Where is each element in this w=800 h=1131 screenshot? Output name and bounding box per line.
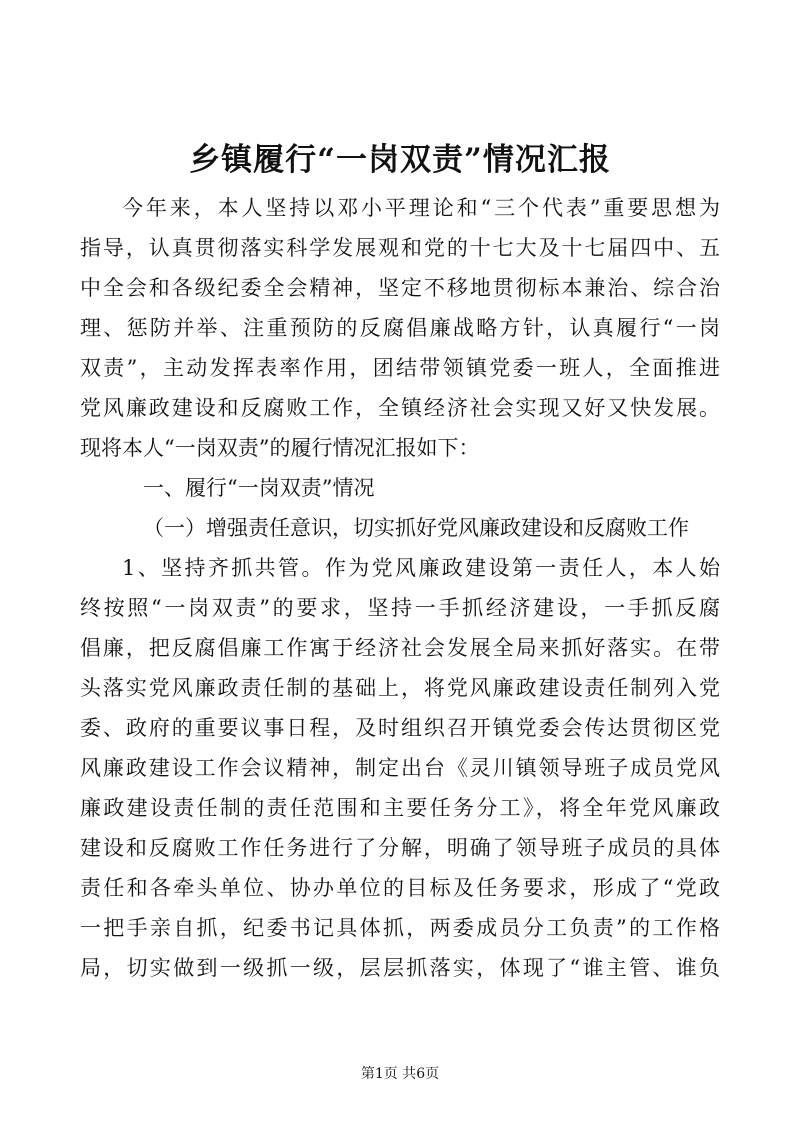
paragraph-line: 风廉政建设工作会议精神，制定出台《灵川镇领导班子成员党风: [80, 756, 720, 780]
paragraph-line: 双责”，主动发挥表率作用，团结带领镇党委一班人，全面推进: [80, 356, 720, 380]
paragraph-line: 头落实党风廉政责任制的基础上，将党风廉政建设责任制列入党: [80, 676, 720, 700]
subsection-heading: （一）增强责任意识，切实抓好党风廉政建设和反腐败工作: [143, 516, 689, 540]
paragraph-line: 局，切实做到一级抓一级，层层抓落实，体现了“谁主管、谁负: [80, 956, 720, 980]
paragraph-line: 今年来，本人坚持以邓小平理论和“三个代表”重要思想为: [122, 196, 720, 220]
page-footer: 第1页 共6页: [360, 1066, 440, 1082]
paragraph-line: 廉政建设责任制的责任范围和主要任务分工》，将全年党风廉政: [80, 796, 720, 820]
paragraph-line: 责任和各牵头单位、协办单位的目标及任务要求，形成了“党政: [80, 876, 720, 900]
paragraph-line: 中全会和各级纪委全会精神，坚定不移地贯彻标本兼治、综合治: [80, 276, 720, 300]
paragraph-line: 指导，认真贯彻落实科学发展观和党的十七大及十七届四中、五: [80, 236, 720, 260]
paragraph-line: 党风廉政建设和反腐败工作，全镇经济社会实现又好又快发展。: [80, 396, 720, 420]
paragraph-line: 委、政府的重要议事日程，及时组织召开镇党委会传达贯彻区党: [80, 716, 720, 740]
paragraph-line: 1、坚持齐抓共管。作为党风廉政建设第一责任人，本人始: [122, 556, 720, 580]
paragraph-line: 终按照“一岗双责”的要求，坚持一手抓经济建设，一手抓反腐: [80, 596, 720, 620]
paragraph-line: 理、惩防并举、注重预防的反腐倡廉战略方针，认真履行“一岗: [80, 316, 720, 340]
document-title: 乡镇履行“一岗双责”情况汇报: [189, 142, 611, 178]
paragraph-line: 一把手亲自抓，纪委书记具体抓，两委成员分工负责”的工作格: [80, 916, 720, 940]
paragraph-line: 倡廉，把反腐倡廉工作寓于经济社会发展全局来抓好落实。在带: [80, 636, 720, 660]
paragraph-line: 建设和反腐败工作任务进行了分解，明确了领导班子成员的具体: [80, 836, 720, 860]
section-heading: 一、履行“一岗双责”情况: [143, 476, 375, 500]
paragraph-line: 现将本人“一岗双责”的履行情况汇报如下：: [80, 436, 480, 460]
